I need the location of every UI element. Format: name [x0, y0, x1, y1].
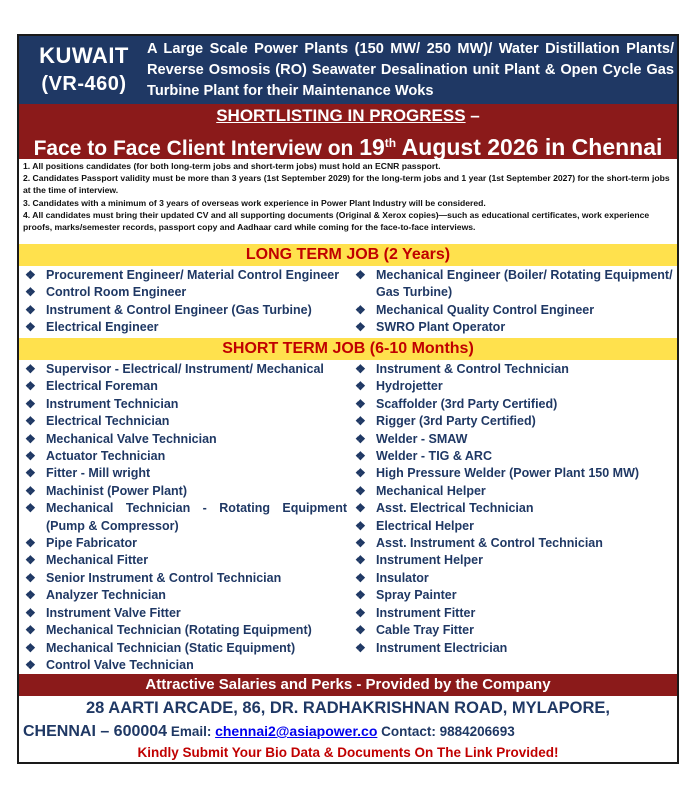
- list-item: ❖ Instrument Fitter: [355, 605, 675, 622]
- diamond-bullet-icon: ❖: [355, 466, 366, 481]
- list-item: ❖ Instrument & Control Engineer (Gas Turbine): [25, 302, 347, 319]
- interview-banner: [19, 127, 677, 159]
- diamond-bullet-icon: ❖: [25, 414, 36, 429]
- list-item: ❖ Instrument Electrician: [355, 640, 675, 657]
- diamond-bullet-icon: ❖: [355, 553, 366, 568]
- note-item: 3. Candidates with a minimum of 3 years of overseas work experience in Power Plant Industry will be considered.: [23, 197, 486, 208]
- list-item: ❖ Instrument Valve Fitter: [25, 605, 347, 622]
- diamond-bullet-icon: ❖: [25, 396, 36, 411]
- reference-code: (VR-460): [41, 73, 127, 95]
- list-item: ❖ Mechanical Valve Technician: [25, 431, 347, 448]
- list-item: ❖ Control Valve Technician: [25, 657, 347, 674]
- list-item: ❖ Supervisor - Electrical/ Instrument/ Mechanical: [25, 361, 347, 378]
- diamond-bullet-icon: ❖: [355, 623, 366, 638]
- diamond-bullet-icon: ❖: [25, 536, 36, 551]
- city-pincode: CHENNAI – 600004: [23, 723, 168, 740]
- short-term-right-column: [355, 361, 675, 657]
- diamond-bullet-icon: ❖: [355, 362, 366, 376]
- diamond-bullet-icon: ❖: [355, 570, 366, 585]
- note-item: 2. Candidates Passport validity must be more than 3 years (1st September 2029) for the long-term jobs and 1 year (1st September 2027) for the short-term jobs at the time of interview.: [23, 173, 670, 196]
- list-item: ❖ Asst. Electrical Technician: [355, 500, 675, 517]
- diamond-bullet-icon: ❖: [355, 518, 366, 533]
- list-item: ❖ Machinist (Power Plant): [25, 483, 347, 500]
- diamond-bullet-icon: ❖: [25, 553, 36, 568]
- diamond-bullet-icon: ❖: [25, 657, 36, 672]
- interview-city: in Chennai: [538, 134, 663, 160]
- contact-line: [23, 719, 673, 744]
- project-description: A Large Scale Power Plants (150 MW/ 250 MW)/ Water Distillation Plants/ Reverse Osmosis (RO) Seawater Desalination unit Plant & Open Cycle Gas Turbine Plant for their Maintenance Woks: [147, 41, 674, 99]
- shortlisting-dash: –: [465, 106, 480, 125]
- submit-instruction: Kindly Submit Your Bio Data & Documents On The Link Provided!: [137, 745, 559, 760]
- list-item: ❖ Fitter - Mill wright: [25, 465, 347, 482]
- diamond-bullet-icon: ❖: [355, 431, 366, 446]
- diamond-bullet-icon: ❖: [355, 483, 366, 498]
- diamond-bullet-icon: ❖: [355, 268, 366, 282]
- list-item-continuation: (Pump & Compressor): [46, 518, 179, 533]
- diamond-bullet-icon: ❖: [25, 501, 36, 516]
- diamond-bullet-icon: ❖: [355, 449, 366, 464]
- diamond-bullet-icon: ❖: [355, 501, 366, 516]
- diamond-bullet-icon: ❖: [355, 588, 366, 603]
- long-term-heading: LONG TERM JOB (2 Years): [19, 244, 677, 266]
- interview-day: 19: [359, 134, 385, 160]
- note-item: 1. All positions candidates (for both long-term jobs and short-term jobs) must hold an ECNR passport.: [23, 161, 441, 171]
- diamond-bullet-icon: ❖: [355, 302, 366, 317]
- diamond-bullet-icon: ❖: [355, 605, 366, 620]
- eligibility-notes: [23, 160, 673, 233]
- email-link[interactable]: chennai2@asiapower.co: [215, 723, 378, 739]
- diamond-bullet-icon: ❖: [25, 466, 36, 481]
- diamond-bullet-icon: ❖: [355, 536, 366, 551]
- interview-prefix: Face to Face Client Interview on: [33, 137, 360, 160]
- list-item: ❖ Mechanical Engineer (Boiler/ Rotating Equipment/: [355, 267, 675, 284]
- diamond-bullet-icon: ❖: [355, 640, 366, 655]
- list-item: ❖ Instrument Technician: [25, 396, 347, 413]
- list-item: ❖ Mechanical Fitter: [25, 552, 347, 569]
- diamond-bullet-icon: ❖: [355, 379, 366, 394]
- list-item-continuation: Gas Turbine): [376, 285, 453, 300]
- diamond-bullet-icon: ❖: [25, 570, 36, 585]
- list-item: ❖ Instrument & Control Technician: [355, 361, 675, 378]
- list-item: ❖ Hydrojetter: [355, 378, 675, 395]
- list-item: ❖ Asst. Instrument & Control Technician: [355, 535, 675, 552]
- shortlisting-banner: [19, 104, 677, 127]
- list-item: ❖ Senior Instrument & Control Technician: [25, 570, 347, 587]
- list-item: ❖ Procurement Engineer/ Material Control Engineer: [25, 267, 347, 284]
- diamond-bullet-icon: ❖: [355, 396, 366, 411]
- list-item: ❖ Rigger (3rd Party Certified): [355, 413, 675, 430]
- list-item: ❖ Pipe Fabricator: [25, 535, 347, 552]
- header-banner: [19, 36, 677, 104]
- list-item: ❖ Scaffolder (3rd Party Certified): [355, 396, 675, 413]
- diamond-bullet-icon: ❖: [25, 285, 36, 300]
- list-item: ❖ Electrical Engineer: [25, 319, 347, 336]
- diamond-bullet-icon: ❖: [355, 414, 366, 429]
- phone-number: 9884206693: [439, 724, 515, 739]
- list-item: ❖ Mechanical Technician (Rotating Equipment): [25, 622, 347, 639]
- list-item: ❖ Cable Tray Fitter: [355, 622, 675, 639]
- list-item: ❖ Analyzer Technician: [25, 587, 347, 604]
- list-item: ❖ High Pressure Welder (Power Plant 150 MW): [355, 465, 675, 482]
- diamond-bullet-icon: ❖: [25, 623, 36, 638]
- diamond-bullet-icon: ❖: [25, 431, 36, 446]
- interview-date: August 2026: [396, 134, 539, 160]
- list-item: ❖ Mechanical Helper: [355, 483, 675, 500]
- address-line: 28 AARTI ARCADE, 86, DR. RADHAKRISHNAN ROAD, MYLAPORE,: [85, 699, 611, 717]
- diamond-bullet-icon: ❖: [25, 640, 36, 655]
- perks-banner: Attractive Salaries and Perks - Provided by the Company: [19, 674, 677, 696]
- diamond-bullet-icon: ❖: [25, 483, 36, 498]
- long-term-left-column: [25, 267, 347, 337]
- list-item: ❖ Welder - TIG & ARC: [355, 448, 675, 465]
- list-item: ❖ Insulator: [355, 570, 675, 587]
- contact-label: Contact:: [377, 724, 440, 739]
- short-term-left-column: [25, 361, 347, 674]
- job-advertisement: [17, 34, 679, 764]
- list-item: ❖ Mechanical Technician - Rotating Equipment: [25, 500, 347, 517]
- list-item: ❖ Instrument Helper: [355, 552, 675, 569]
- list-item: ❖ SWRO Plant Operator: [355, 319, 675, 336]
- list-item: ❖ Mechanical Quality Control Engineer: [355, 302, 675, 319]
- list-item: ❖ Mechanical Technician (Static Equipment): [25, 640, 347, 657]
- list-item: ❖ Welder - SMAW: [355, 431, 675, 448]
- diamond-bullet-icon: ❖: [25, 302, 36, 317]
- list-item: ❖ Electrical Technician: [25, 413, 347, 430]
- country-block: [25, 42, 143, 98]
- list-item: ❖ Electrical Helper: [355, 518, 675, 535]
- list-item: ❖ Spray Painter: [355, 587, 675, 604]
- diamond-bullet-icon: ❖: [25, 379, 36, 394]
- country-title: KUWAIT: [39, 43, 129, 68]
- long-term-right-column: [355, 267, 675, 337]
- diamond-bullet-icon: ❖: [25, 449, 36, 464]
- email-label: Email:: [167, 724, 216, 739]
- shortlisting-text: SHORTLISTING IN PROGRESS: [216, 106, 466, 125]
- list-item: ❖ Actuator Technician: [25, 448, 347, 465]
- diamond-bullet-icon: ❖: [25, 320, 36, 335]
- diamond-bullet-icon: ❖: [25, 362, 36, 376]
- list-item: ❖ Electrical Foreman: [25, 378, 347, 395]
- list-item: ❖ Control Room Engineer: [25, 284, 347, 301]
- diamond-bullet-icon: ❖: [25, 605, 36, 620]
- note-item: 4. All candidates must bring their updated CV and all supporting documents (Original & Xerox copies)—such as educational certificates, work experience proofs, marks/semester records, passport copy and Aadhaar card while coming for the face-to-face interviews.: [23, 209, 650, 233]
- short-term-heading: SHORT TERM JOB (6-10 Months): [19, 338, 677, 360]
- diamond-bullet-icon: ❖: [25, 268, 36, 282]
- diamond-bullet-icon: ❖: [25, 588, 36, 603]
- interview-ordinal: th: [384, 136, 397, 150]
- diamond-bullet-icon: ❖: [355, 320, 366, 335]
